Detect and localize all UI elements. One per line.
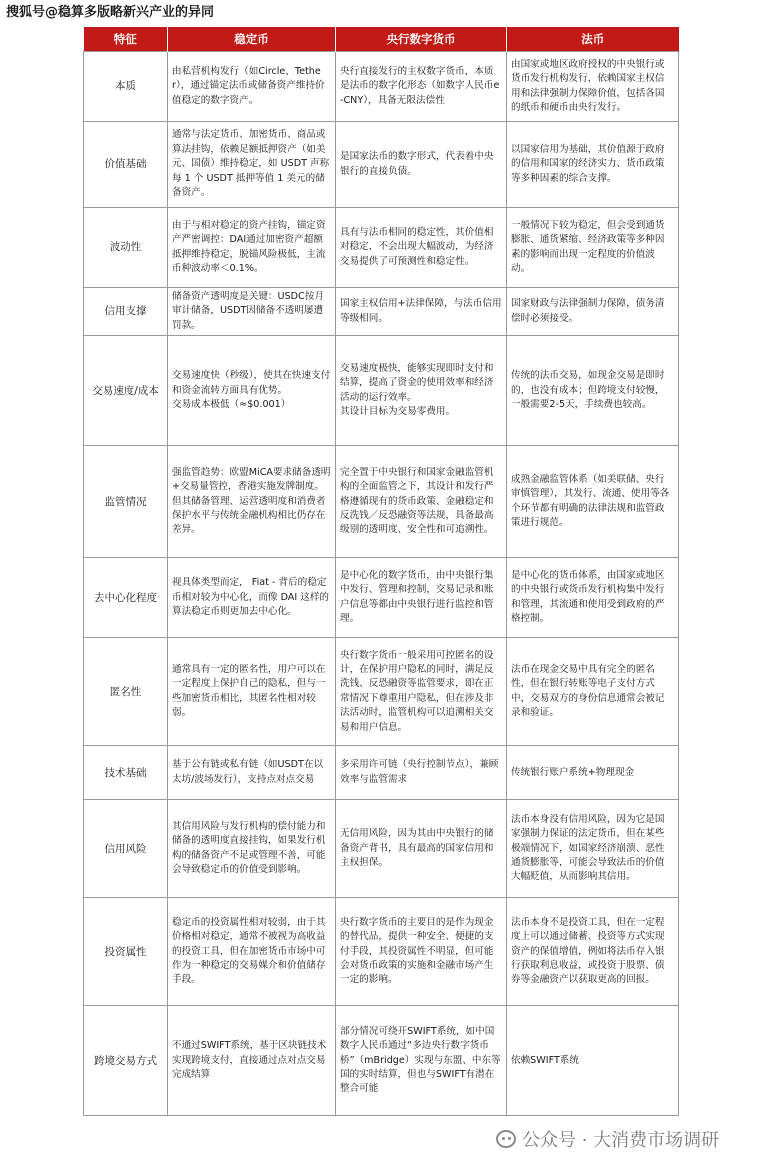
feature-cell: 匿名性 bbox=[84, 638, 168, 746]
stablecoin-cell: 基于公有链或私有链（如USDT在以太坊/波场发行），支持点对点交易 bbox=[168, 746, 336, 800]
table-row bbox=[84, 898, 679, 1006]
watermark-text: 公众号 · 大消费市场调研 bbox=[522, 1130, 720, 1151]
column-header-fiat: 法币 bbox=[507, 27, 679, 52]
stablecoin-cell: 不通过SWIFT系统，基于区块链技术实现跨境支付，直接通过点对点交易完成结算 bbox=[168, 1006, 336, 1116]
table-row bbox=[84, 122, 679, 208]
table-row bbox=[84, 1006, 679, 1116]
feature-cell: 监管情况 bbox=[84, 446, 168, 558]
wechat-icon bbox=[496, 1130, 516, 1148]
watermark bbox=[496, 1122, 758, 1156]
cbdc-cell: 完全置于中央银行和国家金融监管机构的全面监管之下，其设计和发行严格遵循现有的货币政策、金融稳定和反洗钱／反恐融资等法规，具备最高级别的透明度、安全性和可追溯性。 bbox=[336, 446, 507, 558]
feature-cell: 投资属性 bbox=[84, 898, 168, 1006]
table-row bbox=[84, 558, 679, 638]
fiat-cell: 是中心化的货币体系，由国家或地区的中央银行或货币发行机构集中发行和管理，其流通和使用受到政府的严格控制。 bbox=[507, 558, 679, 638]
stablecoin-cell: 由私营机构发行（如Circle、Tether），通过锚定法币或储备资产维持价值稳定的数字资产。 bbox=[168, 52, 336, 122]
table-row bbox=[84, 288, 679, 336]
table-row bbox=[84, 52, 679, 122]
stablecoin-cell: 通常与法定货币、加密货币、商品或算法挂钩，依赖足额抵押资产（如美元、国债）维持稳定，如 USDT 声称每 1 个 USDT 抵押等值 1 美元的储备资产。 bbox=[168, 122, 336, 208]
feature-cell: 技术基础 bbox=[84, 746, 168, 800]
cbdc-cell: 是国家法币的数字形式，代表着中央银行的直接负债。 bbox=[336, 122, 507, 208]
fiat-cell: 传统的法币交易，如现金交易是即时的，也没有成本；但跨境支付较慢，一般需要2-5天，手续费也较高。 bbox=[507, 336, 679, 446]
table-row bbox=[84, 336, 679, 446]
feature-cell: 本质 bbox=[84, 52, 168, 122]
feature-cell: 去中心化程度 bbox=[84, 558, 168, 638]
cbdc-cell: 具有与法币相同的稳定性，其价值相对稳定，不会出现大幅波动，为经济交易提供了可预测性和稳定性。 bbox=[336, 208, 507, 288]
fiat-cell: 由国家或地区政府授权的中央银行或货币发行机构发行，依赖国家主权信用和法律强制力保障价值，包括各国的纸币和硬币由央行发行。 bbox=[507, 52, 679, 122]
feature-cell: 交易速度/成本 bbox=[84, 336, 168, 446]
cbdc-cell: 多采用许可链（央行控制节点），兼顾效率与监管需求 bbox=[336, 746, 507, 800]
stablecoin-cell: 交易速度快（秒级），使其在快速支付和资金流转方面具有优势。 交易成本极低（≈$0.001） bbox=[168, 336, 336, 446]
cbdc-cell: 无信用风险，因为其由中央银行的储备资产背书，具有最高的国家信用和主权担保。 bbox=[336, 800, 507, 898]
fiat-cell: 法币在现金交易中具有完全的匿名性，但在银行转账等电子支付方式中，交易双方的身份信息通常会被记录和验证。 bbox=[507, 638, 679, 746]
stablecoin-cell: 视具体类型而定， Fiat - 背后的稳定币相对较为中心化，而像 DAI 这样的算法稳定币则更加去中心化。 bbox=[168, 558, 336, 638]
table-row bbox=[84, 800, 679, 898]
table-row bbox=[84, 638, 679, 746]
table-row bbox=[84, 446, 679, 558]
fiat-cell: 法币本身不是投资工具，但在一定程度上可以通过储蓄、投资等方式实现资产的保值增值，例如将法币存入银行获取利息收益，或投资于股票、债券等金融资产以获取更高的回报。 bbox=[507, 898, 679, 1006]
stablecoin-cell: 其信用风险与发行机构的偿付能力和储备的透明度直接挂钩，如果发行机构的储备资产不足或管理不善，可能会导致稳定币的价值受到影响。 bbox=[168, 800, 336, 898]
page-header: 搜狐号@稳算多版略新兴产业的异同 bbox=[6, 5, 215, 20]
comparison-table bbox=[83, 27, 679, 1116]
fiat-cell: 国家财政与法律强制力保障，债务清偿时必须接受。 bbox=[507, 288, 679, 336]
feature-cell: 信用支撑 bbox=[84, 288, 168, 336]
feature-cell: 跨境交易方式 bbox=[84, 1006, 168, 1116]
stablecoin-cell: 储备资产透明度是关键：USDC按月审计储备，USDT因储备不透明屡遭罚款。 bbox=[168, 288, 336, 336]
table-row bbox=[84, 746, 679, 800]
cbdc-cell: 央行数字货币的主要目的是作为现金的替代品，提供一种安全、便捷的支付手段，其投资属性不明显，但可能会对货币政策的实施和金融市场产生一定的影响。 bbox=[336, 898, 507, 1006]
stablecoin-cell: 稳定币的投资属性相对较弱，由于其价格相对稳定，通常不被视为高收益的投资工具，但在加密货币市场中可作为一种稳定的交易媒介和价值储存手段。 bbox=[168, 898, 336, 1006]
fiat-cell: 依赖SWIFT系统 bbox=[507, 1006, 679, 1116]
cbdc-cell: 央行直接发行的主权数字货币，本质是法币的数字化形态（如数字人民币e-CNY），具备无限法偿性 bbox=[336, 52, 507, 122]
table-header-row bbox=[84, 27, 679, 52]
fiat-cell: 传统银行账户系统+物理现金 bbox=[507, 746, 679, 800]
feature-cell: 信用风险 bbox=[84, 800, 168, 898]
stablecoin-cell: 由于与相对稳定的资产挂钩，锚定资产严密调控：DAI通过加密资产超额抵押维持稳定，脱锚风险极低，主流币种波动率＜0.1%。 bbox=[168, 208, 336, 288]
cbdc-cell: 是中心化的数字货币，由中央银行集中发行、管理和控制，交易记录和账户信息等都由中央银行进行监控和管理。 bbox=[336, 558, 507, 638]
cbdc-cell: 交易速度极快，能够实现即时支付和结算，提高了资金的使用效率和经济活动的运行效率。 其设计目标为交易零费用。 bbox=[336, 336, 507, 446]
cbdc-cell: 部分情况可绕开SWIFT系统，如中国数字人民币通过“多边央行数字货币桥”（mBridge）实现与东盟、中东等国的实时结算，但也与SWIFT有潜在整合可能 bbox=[336, 1006, 507, 1116]
column-header-feature: 特征 bbox=[84, 27, 168, 52]
stablecoin-cell: 强监管趋势：欧盟MiCA要求储备透明+交易量管控，香港实施发牌制度。但其储备管理、运营透明度和消费者保护水平与传统金融机构相比仍存在差异。 bbox=[168, 446, 336, 558]
column-header-stablecoin: 稳定币 bbox=[168, 27, 336, 52]
stablecoin-cell: 通常具有一定的匿名性，用户可以在一定程度上保护自己的隐私，但与一些加密货币相比，其匿名性相对较弱。 bbox=[168, 638, 336, 746]
fiat-cell: 法币本身没有信用风险，因为它是国家强制力保证的法定货币，但在某些极端情况下，如国家经济崩溃、恶性通货膨胀等，可能会导致法币的价值大幅贬值，从而影响其信用。 bbox=[507, 800, 679, 898]
feature-cell: 波动性 bbox=[84, 208, 168, 288]
cbdc-cell: 央行数字货币一般采用可控匿名的设计，在保护用户隐私的同时，满足反洗钱、反恐融资等监管要求，即在正常情况下尊重用户隐私，但在涉及非法活动时，监管机构可以追溯相关交易和用户信息。 bbox=[336, 638, 507, 746]
table-row bbox=[84, 208, 679, 288]
fiat-cell: 以国家信用为基础，其价值源于政府的信用和国家的经济实力、货币政策等多种因素的综合支撑。 bbox=[507, 122, 679, 208]
column-header-cbdc: 央行数字货币 bbox=[336, 27, 507, 52]
feature-cell: 价值基础 bbox=[84, 122, 168, 208]
cbdc-cell: 国家主权信用+法律保障，与法币信用等级相同。 bbox=[336, 288, 507, 336]
fiat-cell: 成熟金融监管体系（如美联储、央行审慎管理），其发行、流通、使用等各个环节都有明确的法律法规和监管政策进行规范。 bbox=[507, 446, 679, 558]
fiat-cell: 一般情况下较为稳定，但会受到通货膨胀、通货紧缩、经济政策等多种因素的影响而出现一定程度的价值波动。 bbox=[507, 208, 679, 288]
